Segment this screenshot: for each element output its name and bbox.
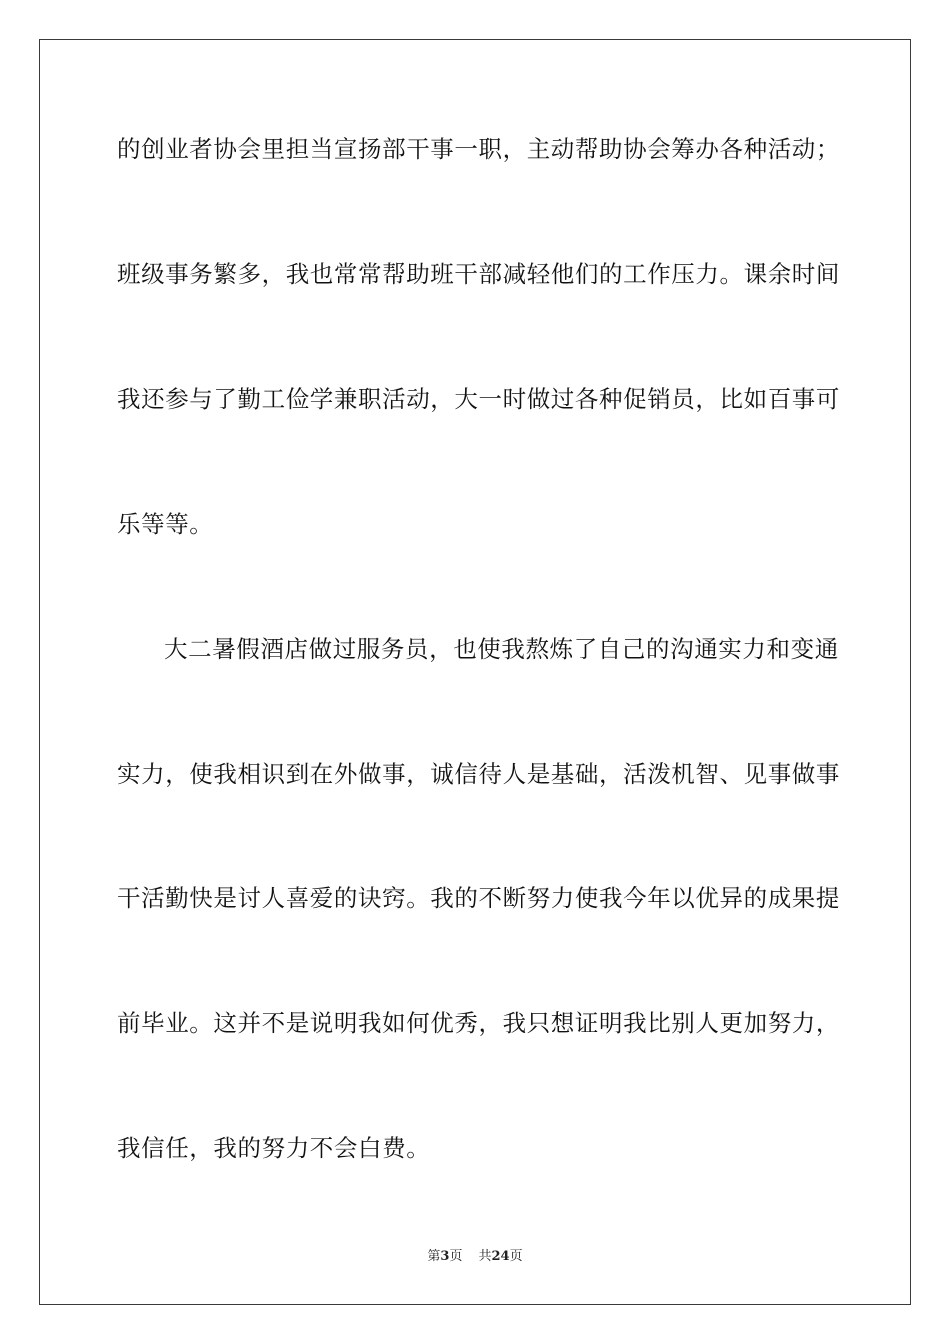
body-text-line-8: 前毕业。这并不是说明我如何优秀，我只想证明我比别人更加努力， bbox=[117, 1009, 840, 1037]
body-text-line-2: 班级事务繁多，我也常常帮助班干部减轻他们的工作压力。课余时间 bbox=[117, 260, 840, 288]
body-text-line-3: 我还参与了勤工俭学兼职活动，大一时做过各种促销员，比如百事可 bbox=[117, 385, 840, 413]
total-suffix: 页 bbox=[509, 1249, 523, 1264]
page-prefix: 第 bbox=[427, 1249, 441, 1264]
body-text-line-1: 的创业者协会里担当宣扬部干事一职，主动帮助协会筹办各种活动； bbox=[117, 135, 840, 163]
body-text-line-7: 干活勤快是讨人喜爱的诀窍。我的不断努力使我今年以优异的成果提 bbox=[117, 884, 840, 912]
page-number: 3 bbox=[440, 1249, 450, 1264]
page-border bbox=[39, 39, 911, 1305]
page-footer bbox=[0, 1248, 950, 1266]
total-pages: 24 bbox=[491, 1249, 510, 1264]
body-text-line-6: 实力，使我相识到在外做事，诚信待人是基础，活泼机智、见事做事 bbox=[117, 760, 840, 788]
body-text-line-5: 大二暑假酒店做过服务员，也使我熬炼了自己的沟通实力和变通 bbox=[164, 635, 839, 663]
total-prefix: 共 bbox=[478, 1249, 492, 1264]
body-text-line-4: 乐等等。 bbox=[117, 510, 214, 538]
body-text-line-9: 我信任，我的努力不会白费。 bbox=[117, 1134, 431, 1162]
page-suffix: 页 bbox=[449, 1249, 463, 1264]
